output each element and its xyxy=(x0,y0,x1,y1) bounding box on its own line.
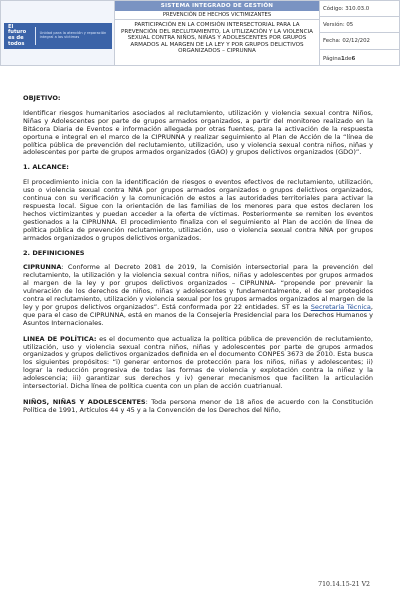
alcance-heading: 1. ALCANCE: xyxy=(23,163,69,172)
definiciones-heading: 2. DEFINICIONES xyxy=(23,248,85,257)
footer-code: 710.14.15-21 V2 xyxy=(318,581,370,588)
metadata-cell xyxy=(320,0,400,66)
logo-divider xyxy=(35,27,36,45)
objetivo-paragraph: Identificar riesgos humanitarios asociados al reclutamiento, utilización y violencia sexual contra Niños, Niñas y Adolescentes por parte de grupos armados organizados, a partir del monitoreo realizado en la Bitácora Diaria de Eventos e información allegada por otras fuentes, para la activación de la respuesta oportuna e integral en el marco de la CIPRUNNA y realizar seguimiento al Plan de Acción de la “línea de política pública de prevención del reclutamiento, utilización, uso y violencia sexual contra niños, niñas y adolescentes por parte de grupos armados organizados (GAO) y grupos delictivos organizados (GDO)”. xyxy=(23,108,373,157)
logo-cell xyxy=(0,0,115,66)
nna-term: NIÑOS, NIÑAS Y ADOLESCENTES xyxy=(23,398,146,406)
document-title: PARTICIPACIÓN EN LA COMISIÓN INTERSECTORIAL PARA LA PREVENCIÓN DEL RECLUTAMIENTO, LA UTILIZACIÓN Y LA VIOLENCIA SEXUAL CONTRA NIÑOS, NIÑAS Y ADOLESCENTES POR GRUPOS ARMADOS AL MARGEN DE LA LEY Y POR GRUPOS DELICTIVOS ORGANIZADOS – CIPRUNNA xyxy=(120,22,314,55)
title-cell xyxy=(115,0,320,66)
page-field xyxy=(320,50,399,67)
date-field: Fecha: 02/12/202 xyxy=(320,33,399,50)
page-total: 6 xyxy=(351,55,356,62)
ciprunna-text-b: , que para el caso de CIPRUNNA, está en manos de la Consejería Presidencial para los Derechos Humanos y Asuntos Internacionales. xyxy=(23,302,373,327)
version-field: Versión: 05 xyxy=(320,17,399,33)
ciprunna-text-a: : Conforme al Decreto 2081 de 2019, la Comisión intersectorial para la prevención del reclutamiento, la utilización y la violencia sexual contra niños, niñas y adolescentes por grupos armados al margen de la ley y por grupos delictivos organizados – CIPRUNNA- “propende por prevenir la vulneración de los derechos de niños, niñas y adolescentes y fundamentalmente, el de ser protegidos contra el reclutamiento, utilización y violencia sexual por los grupos armados organizados al margen de la ley y por grupos delictivos organizados”. Está conformada por 22 entidades. ST es la xyxy=(23,263,373,311)
logo-line-2: es de todos xyxy=(8,35,25,47)
secretaria-tecnica-link[interactable]: Secretaría Técnica xyxy=(310,302,371,311)
linea-politica-term: LINEA DE POLÍTICA: xyxy=(23,334,97,343)
nna-text: : Toda persona menor de 18 años de acuerdo con la Constitución Política de 1991, Artículos 44 y 45 y a la Convención de los Derechos del Niño, xyxy=(23,398,373,414)
logo-subtext: Unidad para la atención y reparación integral a las víctimas xyxy=(39,31,107,39)
document-body xyxy=(23,95,373,415)
objetivo-heading: OBJETIVO: xyxy=(23,94,61,102)
linea-politica-definition xyxy=(23,336,373,391)
page-of-label: de xyxy=(344,55,352,62)
nna-definition xyxy=(23,399,373,415)
system-title: SISTEMA INTEGRADO DE GESTIÓN xyxy=(115,1,319,11)
ciprunna-term: CIPRUNNA xyxy=(23,263,62,272)
process-subtitle: PREVENCIÓN DE HECHOS VICTIMIZANTES xyxy=(115,11,319,20)
ciprunna-definition xyxy=(23,264,373,327)
code-field: Código: 310.03.0 xyxy=(320,1,399,17)
document-header xyxy=(0,0,400,66)
logo-text xyxy=(8,25,31,48)
logo-line-1: El futuro xyxy=(8,23,27,36)
page-label: Página xyxy=(323,55,341,62)
institution-logo xyxy=(4,23,112,49)
alcance-paragraph: El procedimiento inicia con la identificación de riesgos o eventos efectivos de reclutamiento, utilización, uso o violencia sexual contra NNA por grupos armados organizados o grupos delictivos organizados, continua con su verificación y la comunicación de estos a las autoridades territoriales para activar la respuesta local. Sigue con la orientación de las familias de los menores para que estos declaren los hechos victimizantes y puedan acceder a la oferta de víctimas. Posteriormente se remiten los eventos gestionados a la CIPRUNNA. El procedimiento finaliza con el seguimiento al Plan de acción de línea de política pública de prevención reclutamiento, utilización, uso o violencia sexual contra NNA por grupos armados organizados o grupos delictivos organizados. xyxy=(23,178,373,242)
linea-politica-text: es el documento que actualiza la política pública de prevención de reclutamiento, utilización, uso y violencia sexual contra niños, niñas y adolescentes por parte de grupos armados organizados y grupos delictivos organizados definida en el documento CONPES 3673 de 2010. Esta busca los siguientes propósitos: “i) generar entornos de protección para los niños, niñas y adolescentes; ii) lograr la reducción progresiva de todas las formas de violencia y explotación contra la niñez y la adolescencia; iii) garantizar sus derechos y iv) generar mecanismos que faciliten la articulación intersectorial. Dicha línea de política cuenta con un plan de acción cuatrianual. xyxy=(23,334,373,391)
page-number: 1 xyxy=(340,55,345,62)
